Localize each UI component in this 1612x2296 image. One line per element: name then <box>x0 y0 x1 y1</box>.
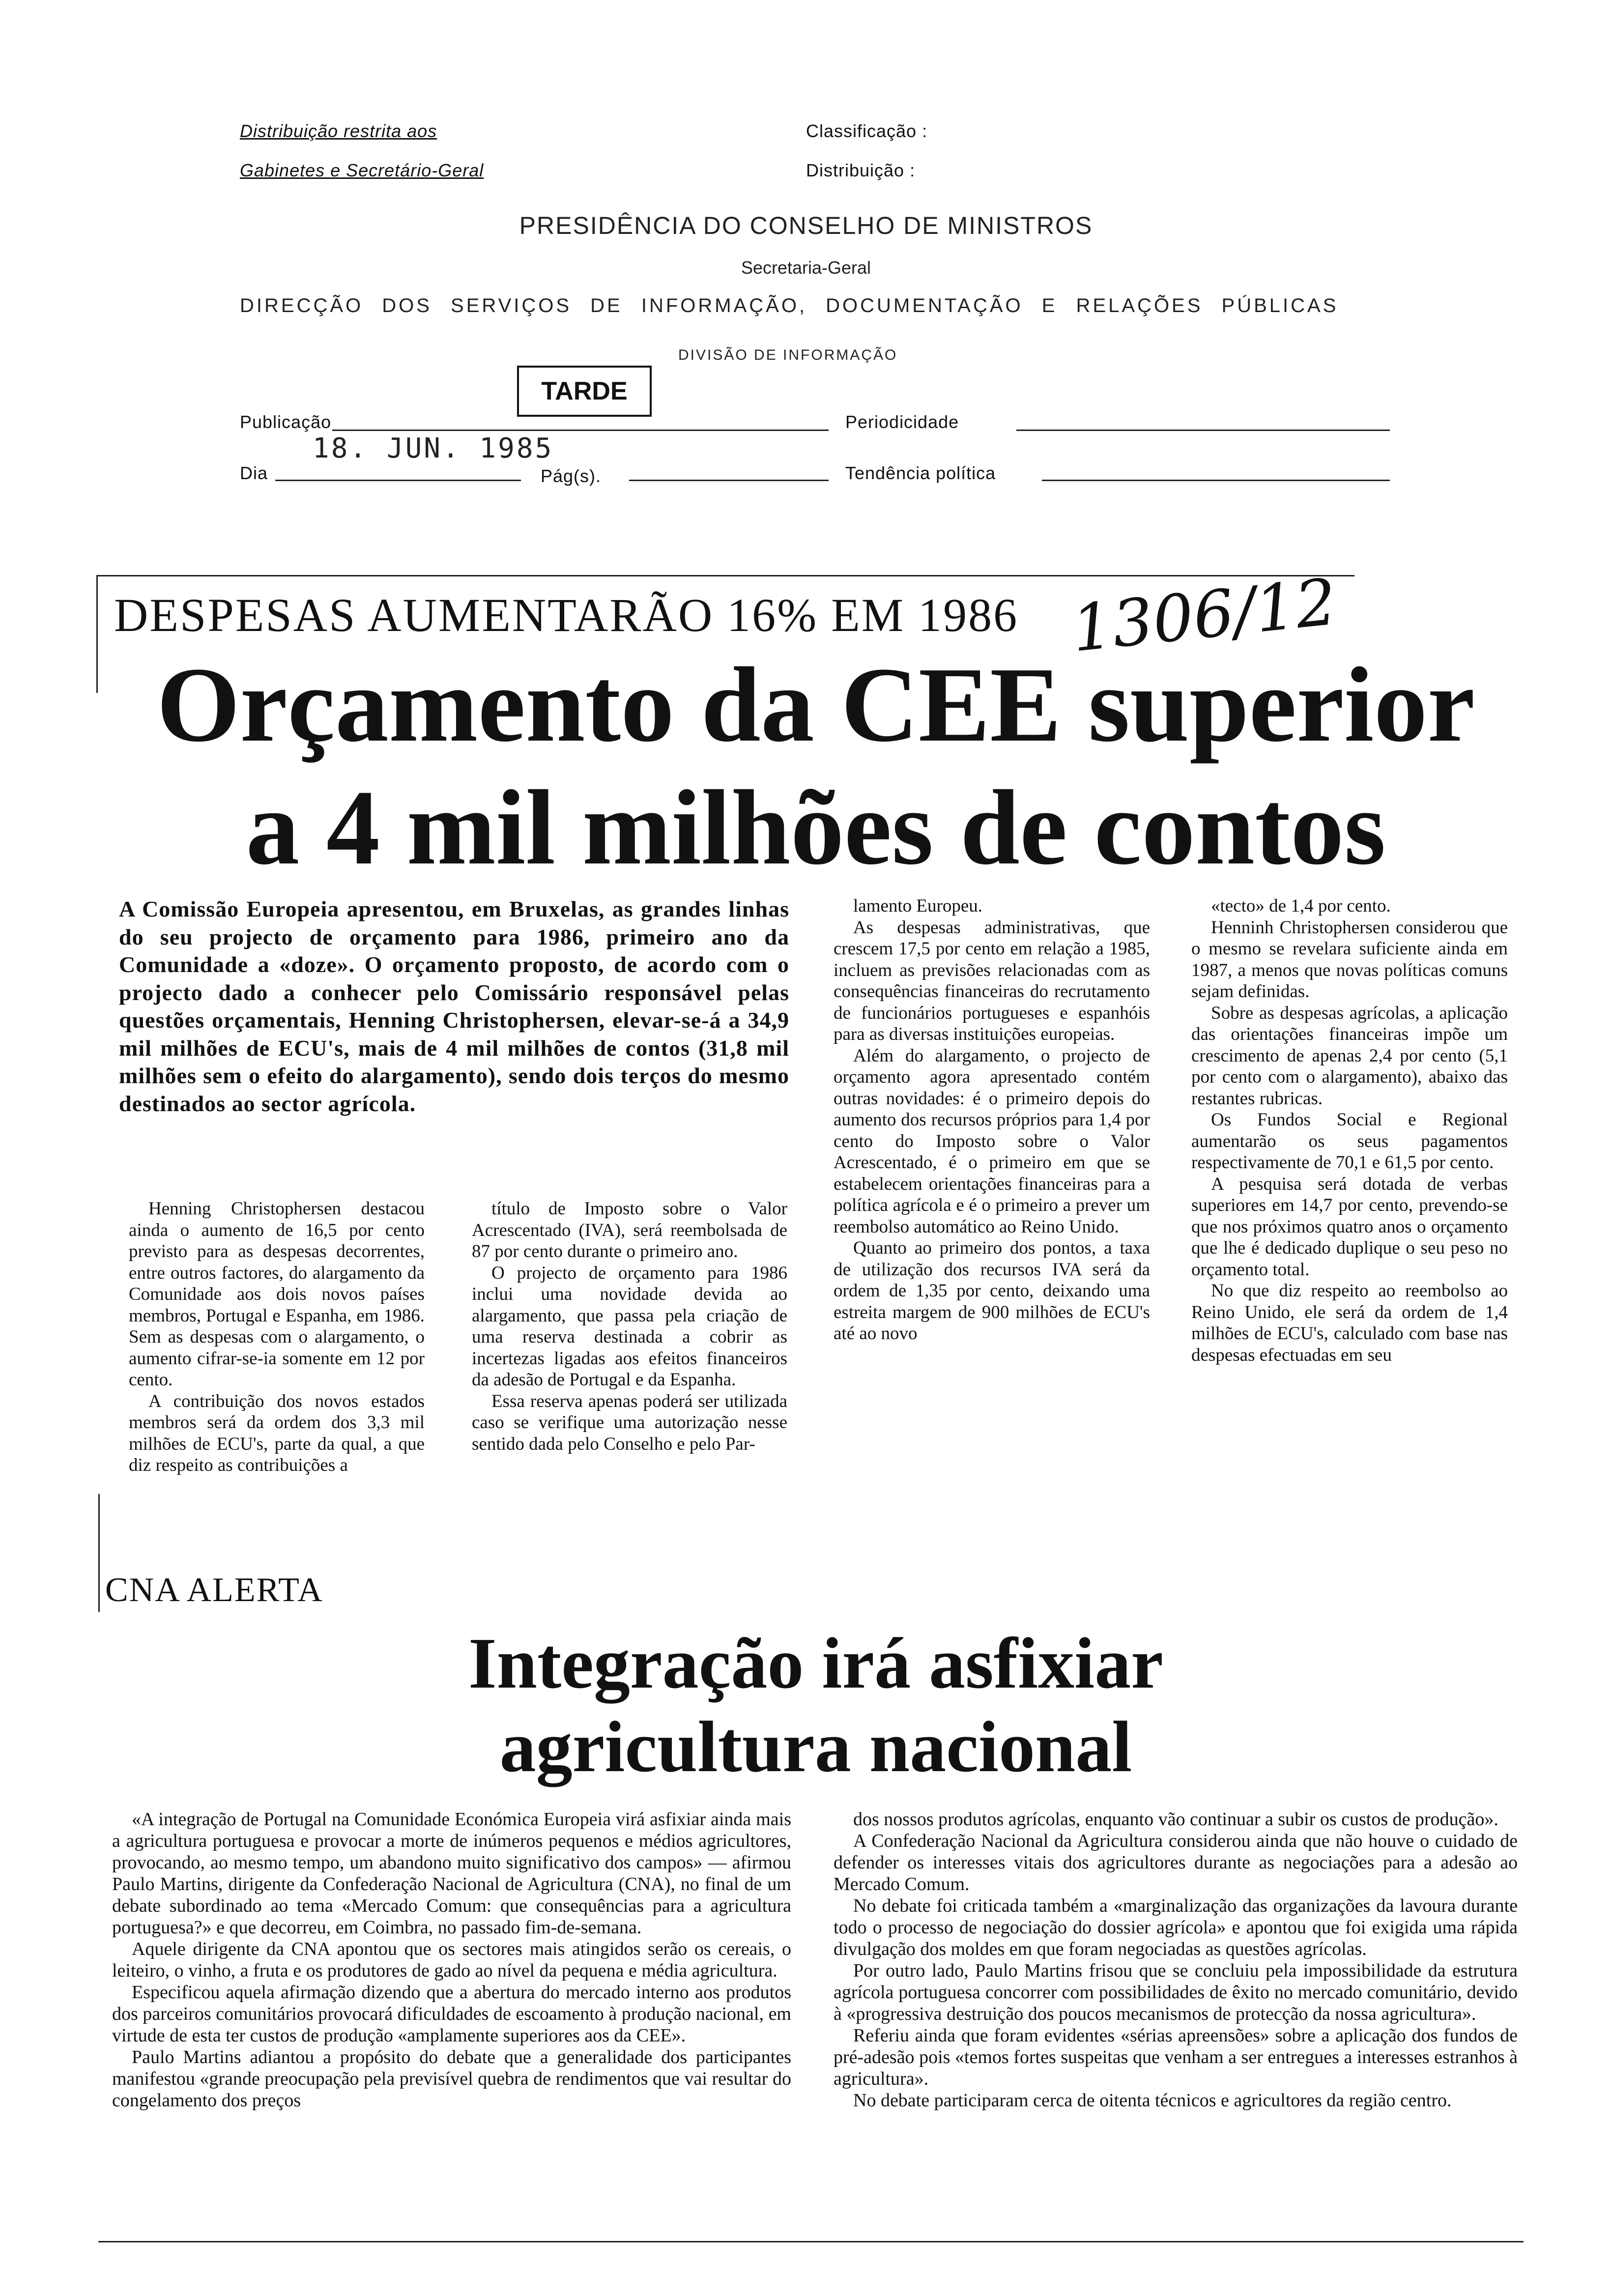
col2-paragraph: Essa reserva apenas poderá ser utilizada caso se verifique uma autorização nesse sentido dada pelo Conselho e pelo Par- <box>472 1391 787 1454</box>
col4-paragraph: A pesquisa será dotada de verbas superiores em 14,7 por cento, prevendo-se que nos próximos quatro anos o orçamento que lhe é dedicado duplique o seu peso no orçamento total. <box>1191 1174 1508 1280</box>
article-kicker: DESPESAS AUMENTARÃO 16% EM 1986 <box>114 589 1019 641</box>
pages-field <box>629 480 829 481</box>
col1-paragraph: A contribuição dos novos estados membros será da ordem dos 3,3 mil milhões de ECU's, parte da qual, a que diz respeito as contribuições a <box>129 1391 425 1475</box>
col4-paragraph: «tecto» de 1,4 por cento. <box>1211 896 1391 916</box>
a2-col1-paragraph: Especificou aquela afirmação dizendo que a abertura do mercado interno aos produtos dos parceiros comunitários provocará dificuldades de escoamento à produção nacional, em virtude de esta ter custos de produção «amplamente superiores aos da CEE». <box>112 1982 791 2046</box>
org-title: PRESIDÊNCIA DO CONSELHO DE MINISTROS <box>519 212 1093 239</box>
publication-label: Publicação <box>240 412 332 432</box>
a2-col1-paragraph: «A integração de Portugal na Comunidade Económica Europeia virá asfixiar ainda mais a agricultura portuguesa e provocar a morte de inúmeros pequenos e médios agricultores, provocando, ao mesmo tempo, um abandono muito significativo dos campos» — afirmou Paulo Martins, dirigente da Confederação Nacional de Agricultura (CNA), no final de um debate subordinado ao tema «Mercado Comum: que consequências para a agricultura portuguesa?» e que decorreu, em Coimbra, no passado fim-de-semana. <box>112 1809 791 1938</box>
a2-col2-paragraph: A Confederação Nacional da Agricultura considerou ainda que não houve o cuidado de defender os interesses vitais dos agricultores durante as negociações para a adesão ao Mercado Comum. <box>834 1831 1518 1894</box>
col3-paragraph: Quanto ao primeiro dos pontos, a taxa de utilização dos recursos IVA será da ordem de 1,35 por cento, deixando uma estreita margem de 900 milhões de ECU's até ao novo <box>834 1238 1150 1344</box>
a2-col2-paragraph: Por outro lado, Paulo Martins frisou que se concluiu pela impossibilidade da estrutura agrícola portuguesa concorrer com possibilidades de êxito no mercado comunitário, devido à «progressiva destruição dos poucos mecanismos de protecção da nossa agricultura». <box>834 1960 1518 2024</box>
column-3 <box>834 895 1150 1345</box>
org-subtitle: Secretaria-Geral <box>741 258 871 278</box>
day-label: Dia <box>240 463 268 483</box>
a2-col1-paragraph: Aquele dirigente da CNA apontou que os sectores mais atingidos serão os cereais, o leiteiro, o vinho, a fruta e os produtores de gado ao nível da pequena e média agricultura. <box>112 1939 791 1981</box>
handwritten-reference: 1306/12 <box>1068 564 1340 666</box>
article2-column-1 <box>112 1808 791 2111</box>
classification-label: Classificação : <box>806 121 928 141</box>
headline2-line-1: Integração irá asfixiar <box>468 1623 1163 1704</box>
periodicity-label: Periodicidade <box>845 412 959 432</box>
column-2 <box>472 1198 787 1455</box>
article2-column-2 <box>834 1808 1518 2111</box>
lead-paragraph: A Comissão Europeia apresentou, em Bruxelas, as grandes linhas do seu projecto de orçamento para 1986, primeiro ano da Comunidade a «doze». O orçamento proposto, de acordo com o projecto dado a conhecer pelo Comissário responsável pelas questões orçamentais, Henning Christophersen, elevar-se-á a 34,9 mil milhões de ECU's, mais de 4 mil milhões de contos (31,8 mil milhões sem o efeito do alargamento), sendo dois terços do mesmo destinados ao sector agrícola. <box>119 896 789 1116</box>
col3-paragraph: Além do alargamento, o projecto de orçamento agora apresentado contém outras novidades: é o primeiro depois do aumento dos recursos próprios para 1,4 por cento do Imposto sobre o Valor Acrescentado, é o primeiro em que se estabelecem orientações financeiras para a política agrícola e é o primeiro a prever um reembolso automático ao Reino Unido. <box>834 1045 1150 1237</box>
column-4 <box>1191 895 1508 1366</box>
col4-paragraph: No que diz respeito ao reembolso ao Reino Unido, ele será da ordem de 1,4 milhões de ECU's, calculado com base nas despesas efectuadas em seu <box>1191 1281 1508 1365</box>
col4-paragraph: Os Fundos Social e Regional aumentarão os seus pagamentos respectivamente de 70,1 e 61,5 por cento. <box>1191 1110 1508 1173</box>
restricted-distribution-line1: Distribuição restrita aos <box>240 121 437 141</box>
political-trend-label: Tendência política <box>845 463 996 483</box>
distribution-label: Distribuição : <box>806 160 916 180</box>
a2-col2-paragraph: Referiu ainda que foram evidentes «sérias apreensões» sobre a aplicação dos fundos de pré-adesão pois «temos fortes suspeitas que venham a ser entregues a interesses estranhos à agricultura». <box>834 2025 1518 2089</box>
division-label: DIVISÃO DE INFORMAÇÃO <box>678 347 898 363</box>
col4-paragraph: Sobre as despesas agrícolas, a aplicação das orientações financeiras impõe um crescimento de apenas 2,4 por cento (5,1 por cento com o alargamento), abaixo das restantes rubricas. <box>1191 1003 1508 1109</box>
a2-col2-paragraph: No debate foi criticada também a «marginalização das organizações da lavoura durante todo o processo de negociação do dossier agrícola» e apontou que foi exigida uma rápida divulgação dos moldes em que foram negociadas as questões agrícolas. <box>834 1895 1518 1959</box>
col3-paragraph: As despesas administrativas, que crescem 17,5 por cento em relação a 1985, incluem as previsões relacionadas com as consequências financeiras do recrutamento de funcionários portugueses e espanhóis para as diversas instituições europeias. <box>834 917 1150 1044</box>
col3-paragraph: lamento Europeu. <box>853 896 983 916</box>
column-1 <box>129 1198 425 1476</box>
pages-label: Pág(s). <box>541 466 602 486</box>
tarde-stamp: TARDE <box>517 366 652 417</box>
col1-paragraph: Henning Christophersen destacou ainda o aumento de 16,5 por cento previsto para as despesas decorrentes, entre outros factores, do alargamento da Comunidade aos dois novos países membros, Portugal e Espanha, em 1986. Sem as despesas com o alargamento, o aumento cifrar-se-ia somente em 12 por cento. <box>129 1199 425 1390</box>
publication-field <box>332 430 829 431</box>
date-stamp: 18. JUN. 1985 <box>313 432 554 464</box>
periodicity-field <box>1016 430 1390 431</box>
article-kicker-2: CNA ALERTA <box>105 1571 323 1609</box>
headline-line-2: a 4 mil milhões de contos <box>246 769 1386 887</box>
col2-paragraph: O projecto de orçamento para 1986 inclui uma novidade devida ao alargamento, que passa pela criação de uma reserva destinada a cobrir as incertezas ligadas aos efeitos financeiros da adesão de Portugal e da Espanha. <box>472 1263 787 1390</box>
clipping-top-border <box>96 575 1354 576</box>
directorate: DIRECÇÃO DOS SERVIÇOS DE INFORMAÇÃO, DOCUMENTAÇÃO E RELAÇÕES PÚBLICAS <box>240 295 1339 316</box>
bottom-rule <box>98 2241 1524 2242</box>
a2-col2-paragraph: No debate participaram cerca de oitenta técnicos e agricultores da região centro. <box>853 2090 1452 2111</box>
a2-col2-paragraph: dos nossos produtos agrícolas, enquanto vão continuar a subir os custos de produção». <box>853 1809 1498 1830</box>
restricted-distribution-line2: Gabinetes e Secretário-Geral <box>240 160 484 180</box>
headline-line-1: Orçamento da CEE superior <box>156 646 1475 764</box>
a2-col1-paragraph: Paulo Martins adiantou a propósito do debate que a generalidade dos participantes manifestou «grande preocupação pela previsível quebra de rendimentos que vai resultar do congelamento dos preços <box>112 2047 791 2111</box>
col4-paragraph: Henninh Christophersen considerou que o mesmo se revelara suficiente ainda em 1987, a menos que novas políticas comuns sejam definidas. <box>1191 917 1508 1002</box>
political-trend-field <box>1042 480 1390 481</box>
day-field <box>275 480 521 481</box>
headline2-line-2: agricultura nacional <box>499 1707 1132 1787</box>
clipping-left-border-2 <box>98 1494 100 1612</box>
col2-paragraph: título de Imposto sobre o Valor Acrescentado (IVA), será reembolsada de 87 por cento durante o primeiro ano. <box>472 1199 787 1262</box>
